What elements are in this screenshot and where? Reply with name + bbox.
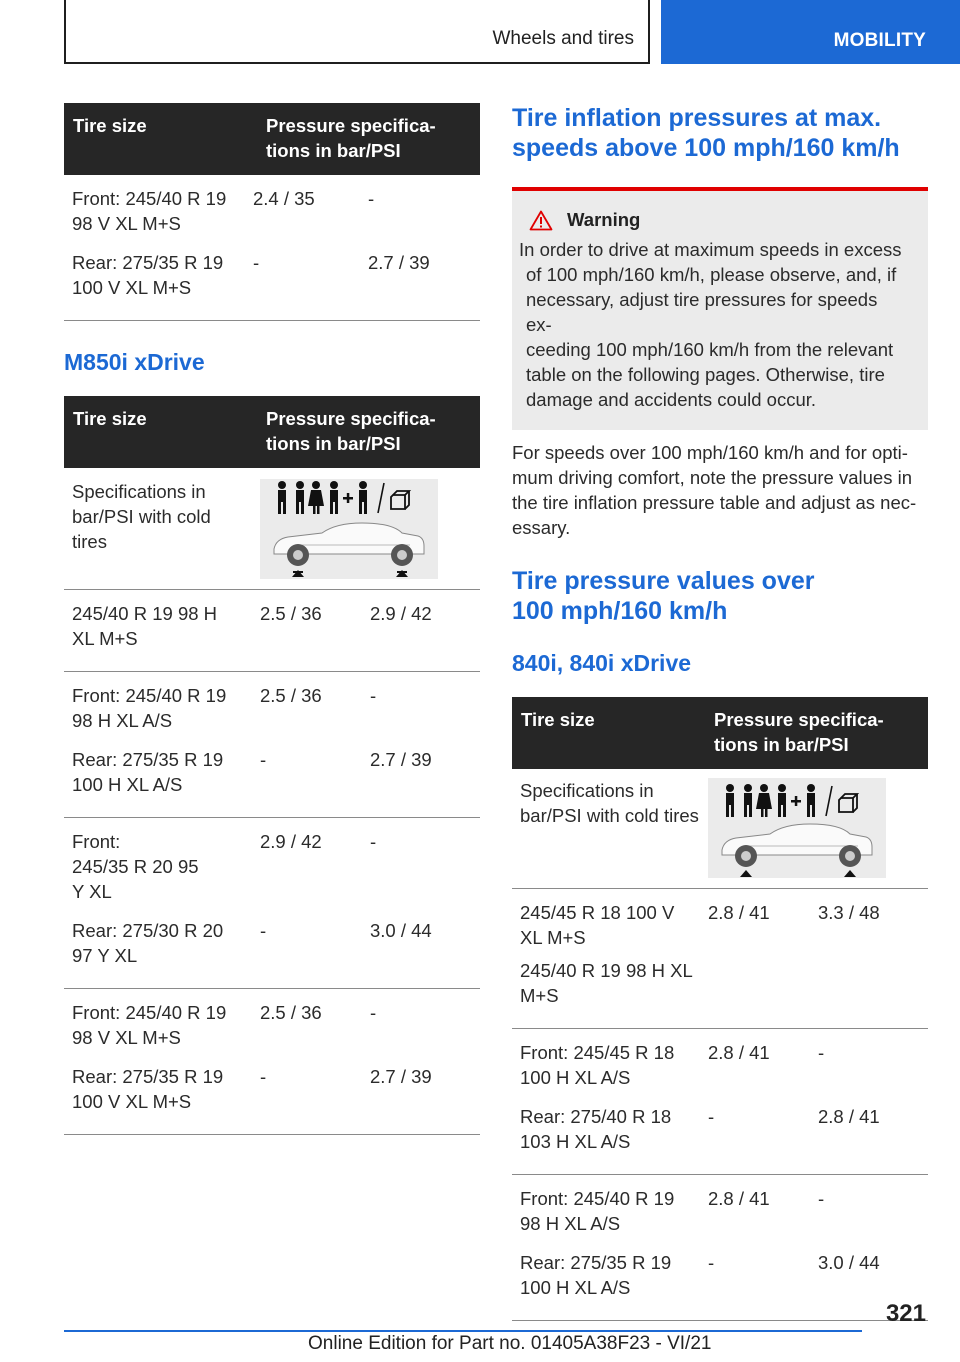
model-heading: 840i, 840i xDrive — [512, 650, 692, 676]
table-row: Rear: 275/35 R 19 100 H XL A/S - 3.0 / 44 — [520, 1252, 880, 1298]
page-number: 321 — [885, 1300, 926, 1327]
info-paragraph: For speeds over 100 mph/160 km/h and for opti- mum driving comfort, note the pressure values in the tire inflation pressure table and adjust as nec- essary. — [512, 442, 917, 538]
warning-text: In order to drive at maximum speeds in excess of 100 mph/160 km/h, please observe, and, if necessary, adjust tire pressures for speeds ex- ceeding 100 mph/160 km/h from the relevant table on the following pages. Otherwise, tire damage and accidents could occur. — [519, 239, 902, 410]
table-row: Rear: 275/35 R 19 100 H XL A/S - 2.7 / 39 — [72, 749, 432, 795]
pressure-table-1 — [64, 103, 480, 321]
table-row: 245/40 R 19 98 H XL M+S 2.5 / 36 2.9 / 42 — [72, 603, 432, 649]
model-heading: M850i xDrive — [64, 349, 205, 375]
table-row-group — [64, 989, 480, 1135]
right-column — [512, 103, 928, 1321]
table-header — [64, 103, 480, 175]
section-heading-max-speed: Tire inflation pressures at max. speeds above 100 mph/160 km/h — [512, 104, 900, 162]
footer-divider — [64, 1330, 862, 1332]
table-row: Front: 245/40 R 19 98 V XL M+S 2.5 / 36 - — [72, 1002, 377, 1048]
section-heading-pressure-values: Tire pressure values over 100 mph/160 km/h — [512, 567, 815, 625]
pressure-table-3 — [512, 697, 928, 1321]
table-row: Front: 245/45 R 18 100 H XL A/S 2.8 / 41 - — [520, 1042, 825, 1088]
table-row-group — [64, 672, 480, 818]
table-row-group — [64, 590, 480, 672]
header-tire-size: Tire size — [521, 709, 595, 730]
load-condition-icon — [260, 479, 438, 579]
pressure-table-2 — [64, 396, 480, 1135]
table-row: Front: 245/40 R 19 98 H XL A/S 2.8 / 41 - — [520, 1188, 825, 1234]
header-pressure: Pressure specifica- tions in bar/PSI — [266, 408, 436, 454]
load-condition-icon — [708, 778, 886, 878]
warning-box — [512, 187, 928, 430]
table-row: Rear: 275/30 R 20 97 Y XL - 3.0 / 44 — [72, 920, 432, 966]
header-tire-size: Tire size — [73, 115, 147, 136]
table-row: Rear: 275/35 R 19 100 V XL M+S - 2.7 / 39 — [72, 252, 430, 298]
warning-label: Warning — [567, 209, 641, 230]
table-row-group — [64, 818, 480, 989]
header-chapter-box — [661, 0, 960, 64]
warning-icon — [529, 210, 553, 231]
header-section-box — [64, 0, 650, 64]
table-header — [512, 697, 928, 769]
header-tire-size: Tire size — [73, 408, 147, 429]
table-row: Rear: 275/40 R 18 103 H XL A/S - 2.8 / 41 — [520, 1106, 880, 1152]
table-row: Front: 245/40 R 19 98 V XL M+S 2.4 / 35 - — [72, 188, 375, 234]
table-row: Front: 245/35 R 20 95 Y XL 2.9 / 42 - — [72, 831, 377, 902]
section-title: Wheels and tires — [492, 28, 634, 49]
edition-text: Online Edition for Part no. 01405A38F23 - VI/21 — [308, 1333, 712, 1354]
table-row-group — [512, 1029, 928, 1175]
spec-row: Specifications in bar/PSI with cold tires — [512, 769, 928, 889]
chapter-title: MOBILITY — [833, 30, 926, 51]
table-row: Front: 245/40 R 19 98 H XL A/S 2.5 / 36 - — [72, 685, 377, 731]
table-row: 245/45 R 18 100 V XL M+S 245/40 R 19 98 H XL M+S 2.8 / 41 3.3 / 48 — [520, 902, 880, 1006]
header-pressure: Pressure specifica- tions in bar/PSI — [266, 115, 436, 161]
header-pressure: Pressure specifica- tions in bar/PSI — [714, 709, 884, 755]
table-row: Rear: 275/35 R 19 100 V XL M+S - 2.7 / 39 — [72, 1066, 432, 1112]
table-row-group — [512, 1175, 928, 1321]
table-row-group — [512, 889, 928, 1029]
table-row-group — [64, 175, 480, 321]
table-header — [64, 396, 480, 468]
left-column — [64, 103, 480, 1135]
spec-row: Specifications in bar/PSI with cold tires — [64, 468, 480, 590]
